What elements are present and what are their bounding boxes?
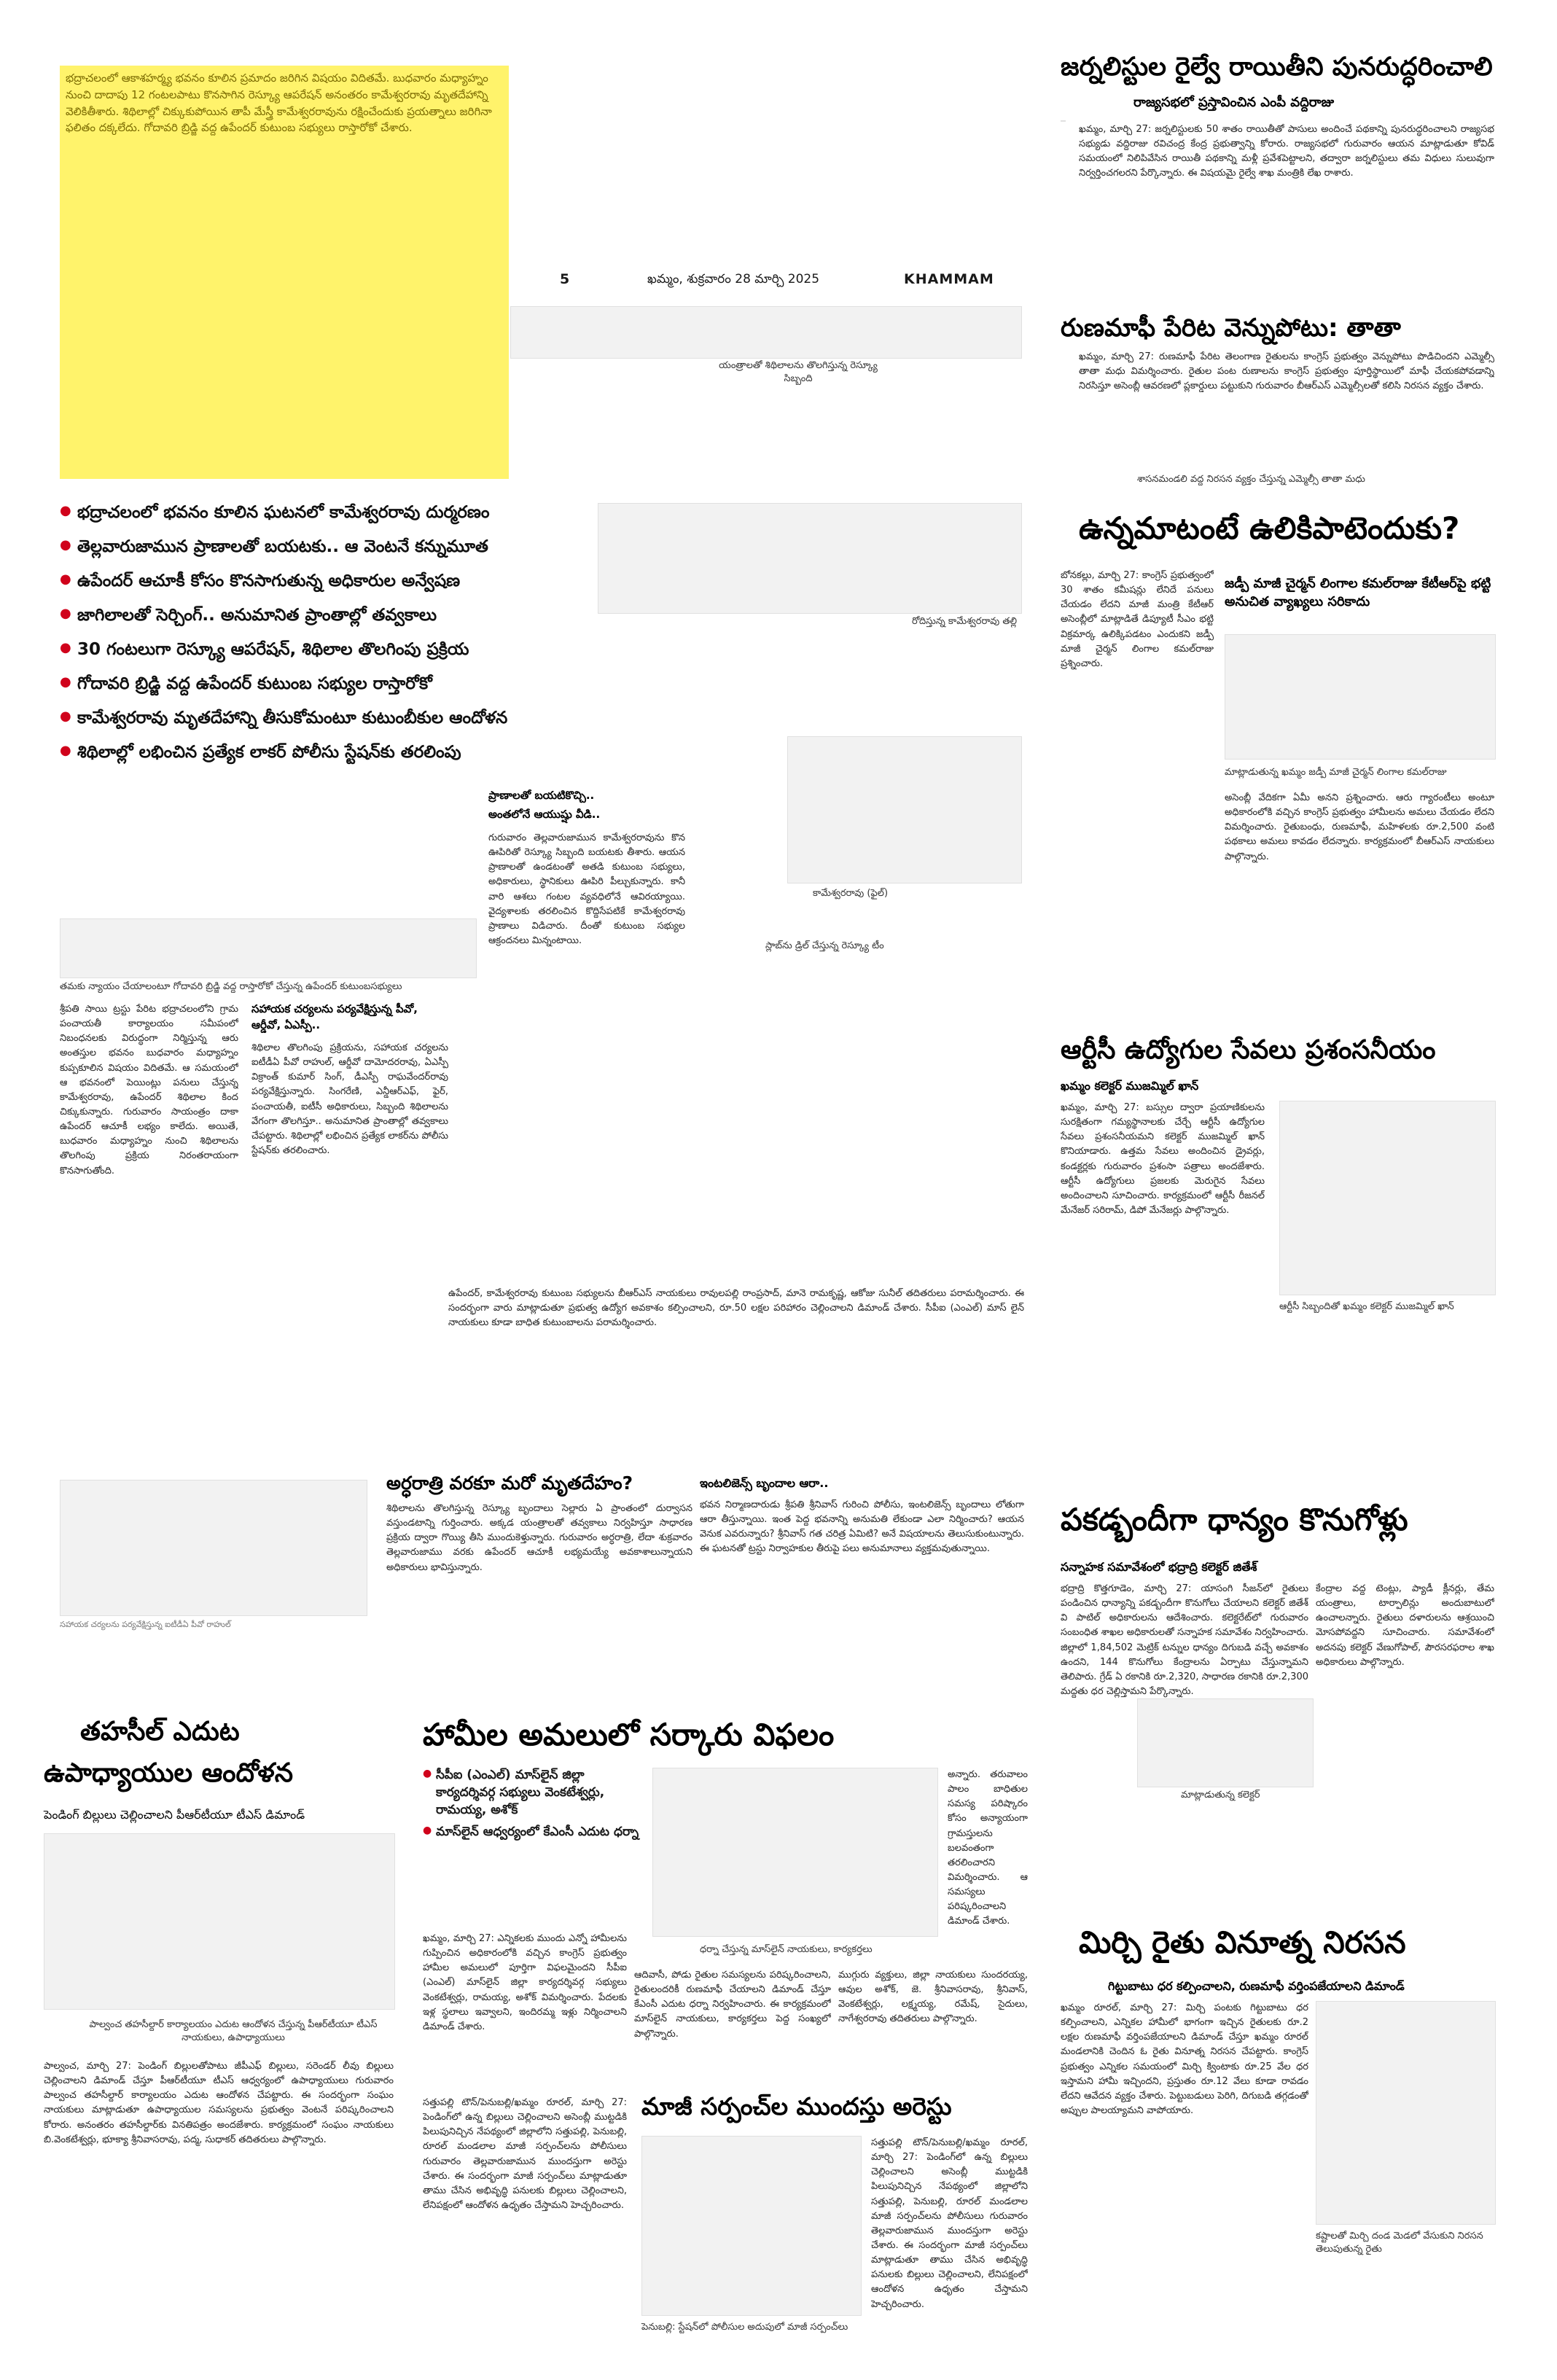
guarantees-highlight: ● మాస్‌లైన్ ఆధ్వర్యంలో కేఎంసీ ఎదుట ధర్నా xyxy=(423,1825,641,1842)
unnamata-body: అసెంబ్లీ వేదికగా ఏమీ అనని ప్రశ్నించారు. ఆరు గ్యారంటీలు అంటూ అధికారంలోకి వచ్చిన కాంగ్రెస్ ప్రభుత్వం హామీలను అమలు చేయడం లేదని విమర్శించారు. రైతుబంధు, రుణమాఫీ, మహిళలకు రూ.2,500 వంటి పథకాలు అమలు కావడం లేదన్నారు. కార్యక్రమంలో బీఆర్ఎస్ నాయకులు పాల్గొన్నారు. xyxy=(1225,792,1494,862)
lead-highlight: ● ఉపేందర్ ఆచూకీ కోసం కొనసాగుతున్న అధికారుల అన్వేషణ xyxy=(60,571,585,595)
midnight-heading: అర్ధరాత్రి వరకూ మరో మృతదేహం? xyxy=(386,1472,633,1494)
rtc-body: ఖమ్మం, మార్చి 27: బస్సుల ద్వారా ప్రయాణికులను సురక్షితంగా గమ్యస్థానాలకు చేర్చే ఆర్టీసీ ఉద్యోగుల సేవలు ప్రశంసనీయమని కలెక్టర్ ముజమ్మిల్ ఖాన్ కొనియాడారు. ఉత్తమ సేవలు అందించిన డ్రైవర్లు, కండక్టర్లకు గురువారం ప్రశంసా పత్రాలు అందజేశారు. ఆర్టీసీ ఉద్యోగులు ప్రజలకు మెరుగైన సేవలు అందించాలని సూచించారు. కార్యక్రమంలో ఆర్టీసీ రీజనల్ మేనేజర్ సరిరామ్, డిపో మేనేజర్లు పాల్గొన్నారు. xyxy=(1061,1102,1265,1216)
lead-highlight: ● భద్రాచలంలో భవనం కూలిన ఘటనలో కామేశ్వరరావు దుర్మరణం xyxy=(60,503,585,526)
midnight-photo-caption: సహాయక చర్యలను పర్యవేక్షిస్తున్న ఐటీడీఏ పీవో రాహుల్ xyxy=(60,1620,231,1629)
loan-waiver-caption: శాసనమండలి వద్ద నిరసన వ్యక్తం చేస్తున్న ఎమ్మెల్సీ తాతా మధు xyxy=(1137,474,1365,485)
lead-highlight: ● శిథిలాల్లో లభించిన ప్రత్యేక లాకర్ పోలీసు స్టేషన్‌కు తరలింపు xyxy=(60,743,585,766)
rescue-machines-caption: యంత్రాలతో శిథిలాలను తొలగిస్తున్న రెస్క్యూ సిబ్బంది xyxy=(719,360,878,384)
lead-highlight: ● కామేశ్వరరావు మృతదేహాన్ని తీసుకోమంటూ కుటుంబీకుల ఆందోళన xyxy=(60,709,585,732)
midnight-photo xyxy=(60,1480,367,1616)
journalists-photo xyxy=(1061,120,1066,122)
unnamata-deck: జడ్పీ మాజీ చైర్మన్ లింగాల కమల్‌రాజు కేటీఆర్‌పై భట్టి అనుచిత వ్యాఖ్యలు సరికాదు xyxy=(1225,576,1491,609)
rastaroko-photo xyxy=(60,918,477,978)
unnamata-heading: ఉన్నమాటంటే ఉలికిపాటెందుకు? xyxy=(1079,510,1460,546)
drill-photo-caption: స్లాబ్‌ను డ్రిల్ చేస్తున్న రెస్క్యూ టీం xyxy=(765,940,884,951)
guarantees-column-4: ముగ్గురు వ్యక్తులు, జిల్లా నాయకులు సుందరయ్య, ఆవుల అశోక్, జె. శ్రీనివాసరావు, శ్రీనివాస్, వెంకటేశ్వర్లు, లక్ష్మయ్య, రమేష్, సైదులు, నాగేశ్వరరావు తదితరులు పాల్గొన్నారు. xyxy=(838,1970,1028,2025)
lead-highlight: ● 30 గంటలుగా రెస్క్యూ ఆపరేషన్, శిథిలాల తొలగింపు ప్రక్రియ xyxy=(60,640,585,663)
sarpanch-photo xyxy=(641,2136,862,2316)
chilli-deck: గిట్టుబాటు ధర కల్పించాలని, రుణమాఫీ వర్తింపజేయాలని డిమాండ్ xyxy=(1108,1979,1405,1993)
loan-waiver-body: ఖమ్మం, మార్చి 27: రుణమాఫీ పేరిట తెలంగాణ రైతులను కాంగ్రెస్ ప్రభుత్వం వెన్నుపోటు పొడిచిందని ఎమ్మెల్సీ తాతా మధు విమర్శించారు. రైతుల పంట రుణాలను కాంగ్రెస్ ప్రభుత్వం పూర్తిస్థాయిలో మాఫీ చేయకపోవడాన్ని నిరసిస్తూ అసెంబ్లీ ఆవరణలో ప్లకార్డులు పట్టుకుని గురువారం బీఆర్ఎస్ ఎమ్మెల్సీలతో కలిసి నిరసన వ్యక్తం చేశారు. xyxy=(1079,351,1494,392)
rtc-heading: ఆర్టీసీ ఉద్యోగుల సేవలు ప్రశంసనీయం xyxy=(1061,1035,1436,1065)
file-photo-caption: కామేశ్వరరావు (ఫైల్) xyxy=(813,888,889,899)
teachers-photo-caption: పాల్వంచ తహసీల్దార్ కార్యాలయం ఎదుట ఆందోళన చేస్తున్న పీఆర్‌టీయూ టీఎస్ నాయకులు, ఉపాధ్యాయులు xyxy=(89,2019,378,2043)
sarpanch-column-2: సత్తుపల్లి టౌన్/పెనుబల్లి/ఖమ్మం రూరల్, మార్చి 27: పెండింగ్‌లో ఉన్న బిల్లులు చెల్లించాలని అసెంబ్లీ ముట్టడికి పిలుపునిచ్చిన నేపథ్యంలో జిల్లాలోని సత్తుపల్లి, పెనుబల్లి, రూరల్ మండలాల మాజీ సర్పంచ్‌లను పోలీసులు గురువారం తెల్లవారుజామున ముందస్తుగా అరెస్టు చేశారు. ఈ సందర్భంగా మాజీ సర్పంచ్‌లు మాట్లాడుతూ తాము చేసిన అభివృద్ధి పనులకు బిల్లులు చెల్లించాలని, లేనిపక్షంలో ఆందోళన ఉధృతం చేస్తామని హెచ్చరించారు. xyxy=(871,2137,1028,2310)
mother-photo xyxy=(598,503,1022,614)
rtc-photo-caption: ఆర్టీసీ సిబ్బందితో ఖమ్మం కలెక్టర్ ముజమ్మిల్ ఖాన్ xyxy=(1279,1301,1454,1312)
teachers-body: పాల్వంచ, మార్చి 27: పెండింగ్ బిల్లులతోపాటు జీపీఎఫ్ బిల్లులు, సరెండర్ లీవు బిల్లులు చెల్లించాలని డిమాండ్ చేస్తూ పీఆర్‌టీయూ టీఎస్ ఆధ్వర్యంలో ఉపాధ్యాయులు గురువారం పాల్వంచ తహసీల్దార్ కార్యాలయం ఎదుట ఆందోళన చేపట్టారు. ఈ సందర్భంగా సంఘం నాయకులు మాట్లాడుతూ ఉపాధ్యాయుల సమస్యలను ప్రభుత్వం వెంటనే పరిష్కరించాలని కోరారు. అనంతరం తహసీల్దార్‌కు వినతిపత్రం అందజేశారు. కార్యక్రమంలో సంఘం నాయకులు బి.వెంకటేశ్వర్లు, భూక్యా శ్రీనివాసరావు, పద్మ, సుధాకర్ తదితరులు పాల్గొన్నారు. xyxy=(44,2061,394,2145)
rastaroko-caption: తమకు న్యాయం చేయాలంటూ గోదావరి బ్రిడ్జి వద్ద రాస్తారోకో చేస్తున్న ఉపేందర్ కుటుంబసభ్యులు xyxy=(60,981,402,992)
lead-highlight: ● గోదావరి బ్రిడ్జి వద్ద ఉపేందర్ కుటుంబ సభ్యుల రాస్తారోకో xyxy=(60,674,585,698)
section-name: KHAMMAM xyxy=(904,271,994,287)
lead-highlight: ● తెల్లవారుజామున ప్రాణాలతో బయటకు.. ఆ వెంటనే కన్నుమూత xyxy=(60,537,585,561)
journalists-deck: రాజ్యసభలో ప్రస్తావించిన ఎంపీ వద్దిరాజు xyxy=(1133,95,1335,110)
highlight-note-text: భద్రాచలంలో ఆకాశహర్మ్య భవనం కూలిన ప్రమాదం జరిగిన విషయం విదితమే. బుధవారం మధ్యాహ్నం నుంచి దాదాపు 12 గంటలపాటు కొనసాగిన రెస్క్యూ ఆపరేషన్ అనంతరం కామేశ్వరరావు మృతదేహాన్ని వెలికితీశారు. శిథిలాల్లో చిక్కుకుపోయిన తాపీ మేస్త్రీ కామేశ్వరరావును రక్షించేందుకు ప్రయత్నాలు జరిగినా ఫలితం దక్కలేదు. గోదావరి బ్రిడ్జి వద్ద ఉపేందర్ కుటుంబ సభ్యులు రాస్తారోకో చేశారు. xyxy=(66,71,492,135)
guarantees-photo-caption: ధర్నా చేస్తున్న మాస్‌లైన్ నాయకులు, కార్యకర్తలు xyxy=(700,1944,873,1955)
rtc-deck: ఖమ్మం కలెక్టర్ ముజమ్మిల్ ఖాన్ xyxy=(1061,1079,1199,1093)
intelligence-heading: ఇంటలిజెన్స్ బృందాల ఆరా.. xyxy=(700,1476,829,1490)
grain-right-column: కేంద్రాల వద్ద టెంట్లు, ప్యాడీ క్లీనర్లు, తేమ యంత్రాలు, టార్పాలిన్లు అందుబాటులో ఉంచాలన్నారు. రైతులు దళారులను ఆశ్రయించి మోసపోవద్దని సూచించారు. సమావేశంలో అదనపు కలెక్టర్ వేణుగోపాల్, పౌరసరఫరాల శాఖ అధికారులు పాల్గొన్నారు. xyxy=(1316,1583,1494,1668)
lead-column-3: గురువారం తెల్లవారుజామున కామేశ్వరరావును కొన ఊపిరితో రెస్క్యూ సిబ్బంది బయటకు తీశారు. ఆయన ప్రాణాలతో ఉండటంతో అతడి కుటుంబ సభ్యులు, అధికారులు, స్థానికులు ఊపిరి పీల్చుకున్నారు. కానీ వారి ఆశలు గంటల వ్యవధిలోనే ఆవిరయ్యాయి. వైద్యశాలకు తరలించిన కొద్దిసేపటికే కామేశ్వరరావు ప్రాణాలు విడిచారు. దీంతో కుటుంబ సభ్యుల ఆక్రందనలు మిన్నంటాయి. xyxy=(488,832,685,946)
rtc-photo xyxy=(1279,1101,1496,1295)
midnight-body: శిథిలాలను తొలగిస్తున్న రెస్క్యూ బృందాలు సెల్లారు ఏ ప్రాంతంలో దుర్వాసన వస్తుండటాన్ని గుర్తించారు. అక్కడ యంత్రాలతో తవ్వకాలు నిర్వహిస్తూ సాధారణ ప్రక్రియ ద్వారా గొయ్యి తీసి ముందుకెళ్తున్నారు. గురువారం అర్ధరాత్రి, లేదా శుక్రవారం తెల్లవారుజాము వరకు ఉపేందర్ ఆచూకీ లభ్యమయ్యే అవకాశాలున్నాయని అధికారులు భావిస్తున్నారు. xyxy=(386,1503,692,1573)
grain-photo xyxy=(1137,1698,1314,1787)
teachers-heading-line2: ఉపాధ్యాయుల ఆందోళన xyxy=(44,1758,294,1788)
unnamata-photo xyxy=(1225,634,1496,760)
journalists-heading: జర్నలిస్టుల రైల్వే రాయితీని పునరుద్ధరించాలి xyxy=(1061,52,1493,82)
page-number: 5 xyxy=(560,271,570,287)
sarpanch-heading: మాజీ సర్పంచ్‌ల ముందస్తు అరెస్టు xyxy=(641,2092,952,2120)
lead-highlight: ● జాగిలాలతో సెర్చింగ్.. అనుమానిత ప్రాంతాల్లో తవ్వకాలు xyxy=(60,606,585,629)
guarantees-heading: హామీల అమలులో సర్కారు విఫలం xyxy=(423,1717,835,1752)
lead-highlights-list xyxy=(60,503,585,777)
loan-waiver-heading: రుణమాఫీ పేరిట వెన్నుపోటు: తాతా xyxy=(1061,313,1401,343)
guarantees-column-3: ఆదివాసీ, పోడు రైతుల సమస్యలను పరిష్కరించాలని, రైతులందరికీ రుణమాఫీ చేయాలని డిమాండ్ చేస్తూ కేఎంసీ ఎదుట ధర్నా నిర్వహించారు. ఈ కార్యక్రమంలో మాస్‌లైన్ నాయకులు, కార్యకర్తలు పెద్ద సంఖ్యలో పాల్గొన్నారు. xyxy=(634,1970,831,2040)
lead-subhead-supervision: సహాయక చర్యలను పర్యవేక్షిస్తున్న పీవో, ఆర్డీవో, ఏఎస్పీ.. xyxy=(251,1002,418,1031)
sarpanch-photo-caption: పెనుబల్లి: స్టేషన్‌లో పోలీసుల అదుపులో మాజీ సర్పంచ్‌లు xyxy=(641,2322,848,2333)
grain-heading: పకడ్బందీగా ధాన్యం కొనుగోళ్లు xyxy=(1061,1502,1408,1537)
grain-body: భద్రాద్రి కొత్తగూడెం, మార్చి 27: యాసంగి సీజన్‌లో రైతులు పండించిన ధాన్యాన్ని పకడ్బందీగా కొనుగోలు చేయాలని కలెక్టర్ జితేశ్ వి పాటిల్ అధికారులను ఆదేశించారు. కలెక్టరేట్‌లో గురువారం సంబంధిత శాఖల అధికారులతో సన్నాహక సమావేశం నిర్వహించారు. జిల్లాలో 1,84,502 మెట్రిక్ టన్నుల ధాన్యం దిగుబడి వచ్చే అవకాశం ఉందని, 144 కొనుగోలు కేంద్రాలను ఏర్పాటు చేస్తున్నామని తెలిపారు. గ్రేడ్ ఏ రకానికి రూ.2,320, సాధారణ రకానికి రూ.2,300 మద్దతు ధర చెల్లిస్తామని పేర్కొన్నారు. xyxy=(1061,1583,1308,1697)
guarantees-column-2: ఖమ్మం, మార్చి 27: ఎన్నికలకు ముందు ఎన్నో హామీలను గుప్పించిన అధికారంలోకి వచ్చిన కాంగ్రెస్ ప్రభుత్వం హామీల అమలులో పూర్తిగా విఫలమైందని సీపీఐ (ఎంఎల్) మాస్‌లైన్ జిల్లా కార్యదర్శివర్గ సభ్యులు వెంకటేశ్వర్లు, రామయ్య, అశోక్ విమర్శించారు. పేదలకు ఇళ్ల స్థలాలు ఇవ్వాలని, ఇందిరమ్మ ఇళ్లు నిర్మించాలని డిమాండ్ చేశారు. xyxy=(423,1933,627,2032)
chilli-body: ఖమ్మం రూరల్, మార్చి 27: మిర్చి పంటకు గిట్టుబాటు ధర కల్పించాలని, ఎన్నికల హామీలో భాగంగా ఇచ్చిన రైతులకు రూ.2 లక్షల రుణమాఫీ వర్తింపజేయాలని డిమాండ్ చేస్తూ ఖమ్మం రూరల్ మండలానికి చెందిన ఓ రైతు వినూత్న నిరసన చేపట్టారు. కాంగ్రెస్ ప్రభుత్వం ఎన్నికల సమయంలో మిర్చి క్వింటాకు రూ.25 వేల ధర ఇస్తామని హామీ ఇచ్చిందని, ప్రస్తుతం రూ.12 వేలు కూడా రావడం లేదని ఆవేదన వ్యక్తం చేశారు. పెట్టుబడులు పెరిగి, దిగుబడి తగ్గడంతో అప్పుల పాలయ్యామని వాపోయారు. xyxy=(1061,2002,1308,2116)
highlight-note-box xyxy=(60,66,509,479)
lead-subhead-alive: ప్రాణాలతో బయటికొచ్చి.. xyxy=(488,789,595,802)
guarantees-highlights xyxy=(423,1768,641,1846)
file-photo xyxy=(787,736,1022,883)
chilli-photo-caption: కష్టాలతో మిర్చి దండ మెడలో వేసుకుని నిరసన తెలుపుతున్న రైతు xyxy=(1316,2231,1483,2255)
teachers-heading-line1: తహసీల్ ఎదుట xyxy=(80,1717,240,1747)
lead-column-2: శిథిలాల తొలగింపు ప్రక్రియను, సహాయక చర్యలను ఐటీడీఏ పీవో రాహుల్, ఆర్డీవో దామోదరరావు, ఏఎస్పీ విక్రాంత్ కుమార్ సింగ్, డీఎస్పీ రాఘవేందర్‌రావు పర్యవేక్షిస్తున్నారు. సింగరేణి, ఎన్డీఆర్ఎఫ్, ఫైర్, పంచాయతీ, ఐటీసీ అధికారులు, సిబ్బంది శిథిలాలను వేగంగా తొలగిస్తూ.. అనుమానిత ప్రాంతాల్లో తవ్వకాలు చేపట్టారు. శిథిలాల్లో లభించిన ప్రత్యేక లాకర్‌ను పోలీసు స్టేషన్‌కు తరలించారు. xyxy=(251,1042,448,1156)
journalists-body: ఖమ్మం, మార్చి 27: జర్నలిస్టులకు 50 శాతం రాయితీతో పాసులు అందించే పథకాన్ని పునరుద్ధరించాలని రాజ్యసభ సభ్యుడు వద్దిరాజు రవిచంద్ర కేంద్ర ప్రభుత్వాన్ని కోరారు. రాజ్యసభలో గురువారం ఆయన మాట్లాడుతూ కోవిడ్ సమయంలో నిలిపివేసిన రాయితీ పథకాన్ని మళ్లీ ప్రవేశపెట్టాలని, తద్వారా జర్నలిస్టులు తమ విధులు సులువుగా నిర్వర్తించగలరని పేర్కొన్నారు. ఈ విషయమై రైల్వే శాఖ మంత్రికి లేఖ రాశారు. xyxy=(1079,124,1494,179)
lead-column-1: శ్రీపతి సాయి ట్రస్టు పేరిట భద్రాచలంలోని గ్రామ పంచాయతీ కార్యాలయం సమీపంలో నిబంధనలకు విరుద్ధంగా నిర్మిస్తున్న ఆరు అంతస్తుల భవనం బుధవారం మధ్యాహ్నం కుప్పకూలిన విషయం విదితమే. ఆ సమయంలో ఆ భవనంలో పెయింట్లు పనులు చేస్తున్న కామేశ్వరరావు, ఉపేందర్ శిథిలాల కింద చిక్కుకున్నారు. గురువారం సాయంత్రం దాకా ఉపేందర్ ఆచూకీ లభ్యం కాలేదు. అయితే, బుధవారం మధ్యాహ్నం నుంచి శిథిలాలను తొలగింపు ప్రక్రియ నిరంతరాయంగా కొనసాగుతోంది. xyxy=(60,1004,238,1177)
lead-column-4: ఉపేందర్, కామేశ్వరరావు కుటుంబ సభ్యులను బీఆర్ఎస్ నాయకులు రావులపల్లి రాంప్రసాద్, మానె రామకృష్ణ, ఆకోజు సునీల్ తదితరులు పరామర్శించారు. ఈ సందర్భంగా వారు మాట్లాడుతూ ప్రభుత్వ ఉద్యోగ అవకాశం కల్పించాలని, రూ.50 లక్షల పరిహారం చెల్లించాలని డిమాండ్ చేశారు. సీపీఐ (ఎంఎల్) మాస్ లైన్ నాయకులు కూడా బాధిత కుటుంబాలను పరామర్శించారు. xyxy=(448,1288,1024,1329)
unnamata-left-column: బోనకల్లు, మార్చి 27: కాంగ్రెస్ ప్రభుత్వంలో 30 శాతం కమీషన్లు లేనిదే పనులు చేయడం లేదని మాజీ మంత్రి కేటీఆర్ అసెంబ్లీలో మాట్లాడితే డిప్యూటీ సీఎం భట్టి విక్రమార్క ఉలిక్కిపడటం ఎందుకని జడ్పీ మాజీ చైర్మన్ లింగాల కమల్‌రాజు ప్రశ్నించారు. xyxy=(1061,570,1214,669)
unnamata-photo-caption: మాట్లాడుతున్న ఖమ్మం జడ్పీ మాజీ చైర్మన్ లింగాల కమల్‌రాజు xyxy=(1225,767,1447,778)
chilli-heading: మిర్చి రైతు వినూత్న నిరసన xyxy=(1079,1924,1406,1960)
guarantees-highlight: ● సీపీఐ (ఎంఎల్) మాస్‌లైన్ జిల్లా కార్యదర్శివర్గ సభ్యులు వెంకటేశ్వర్లు, రామయ్య, అశోక్ xyxy=(423,1768,641,1820)
chilli-photo xyxy=(1316,2001,1496,2225)
teachers-deck: పెండింగ్ బిల్లులు చెల్లించాలని పీఆర్‌టీయూ టీఎస్ డిమాండ్ xyxy=(44,1808,305,1822)
mother-photo-caption: రోదిస్తున్న కామేశ్వరరావు తల్లి xyxy=(912,616,1017,627)
sarpanch-body: సత్తుపల్లి టౌన్/పెనుబల్లి/ఖమ్మం రూరల్, మార్చి 27: పెండింగ్‌లో ఉన్న బిల్లులు చెల్లించాలని అసెంబ్లీ ముట్టడికి పిలుపునిచ్చిన నేపథ్యంలో జిల్లాలోని సత్తుపల్లి, పెనుబల్లి, రూరల్ మండలాల మాజీ సర్పంచ్‌లను పోలీసులు గురువారం తెల్లవారుజామున ముందస్తుగా అరెస్టు చేశారు. ఈ సందర్భంగా మాజీ సర్పంచ్‌లు మాట్లాడుతూ తాము చేసిన అభివృద్ధి పనులకు బిల్లులు చెల్లించాలని, లేనిపక్షంలో ఆందోళన ఉధృతం చేస్తామని హెచ్చరించారు. xyxy=(423,2097,627,2211)
rescue-machines-photo xyxy=(510,306,1022,359)
grain-deck: సన్నాహక సమావేశంలో భద్రాద్రి కలెక్టర్ జితేశ్ xyxy=(1061,1560,1257,1574)
date-line: ఖమ్మం, శుక్రవారం 28 మార్చి 2025 xyxy=(647,272,820,286)
guarantees-column-1: అన్నారు. తరువాలం పాలం బాధితుల సమస్య పరిష్కారం కోసం అన్యాయంగా గ్రామస్తులను బలవంతంగా తరలించారని విమర్శించారు. ఆ సమస్యలు పరిష్కరించాలని డిమాండ్ చేశారు. xyxy=(948,1769,1028,1927)
teachers-photo xyxy=(44,1833,395,2010)
grain-photo-caption: మాట్లాడుతున్న కలెక్టర్ xyxy=(1181,1790,1260,1800)
intelligence-body: భవన నిర్మాణదారుడు శ్రీపతి శ్రీనివాస్ గురించి పోలీసు, ఇంటలిజెన్స్ బృందాలు లోతుగా ఆరా తీస్తున్నాయి. ఇంత పెద్ద భవనాన్ని అనుమతి లేకుండా ఎలా నిర్మించారు? ఆయన వెనుక ఎవరున్నారు? శ్రీనివాస్ గత చరిత్ర ఏమిటి? అనే విషయాలను తెలుసుకుంటున్నారు. ఈ ఘటనతో ట్రస్టు నిర్వాహకుల తీరుపై పలు అనుమానాలు వ్యక్తమవుతున్నాయి. xyxy=(700,1499,1024,1555)
guarantees-photo xyxy=(652,1768,938,1937)
lead-subhead-died: అంతలోనే ఆయుష్షు వీడి.. xyxy=(488,808,601,821)
